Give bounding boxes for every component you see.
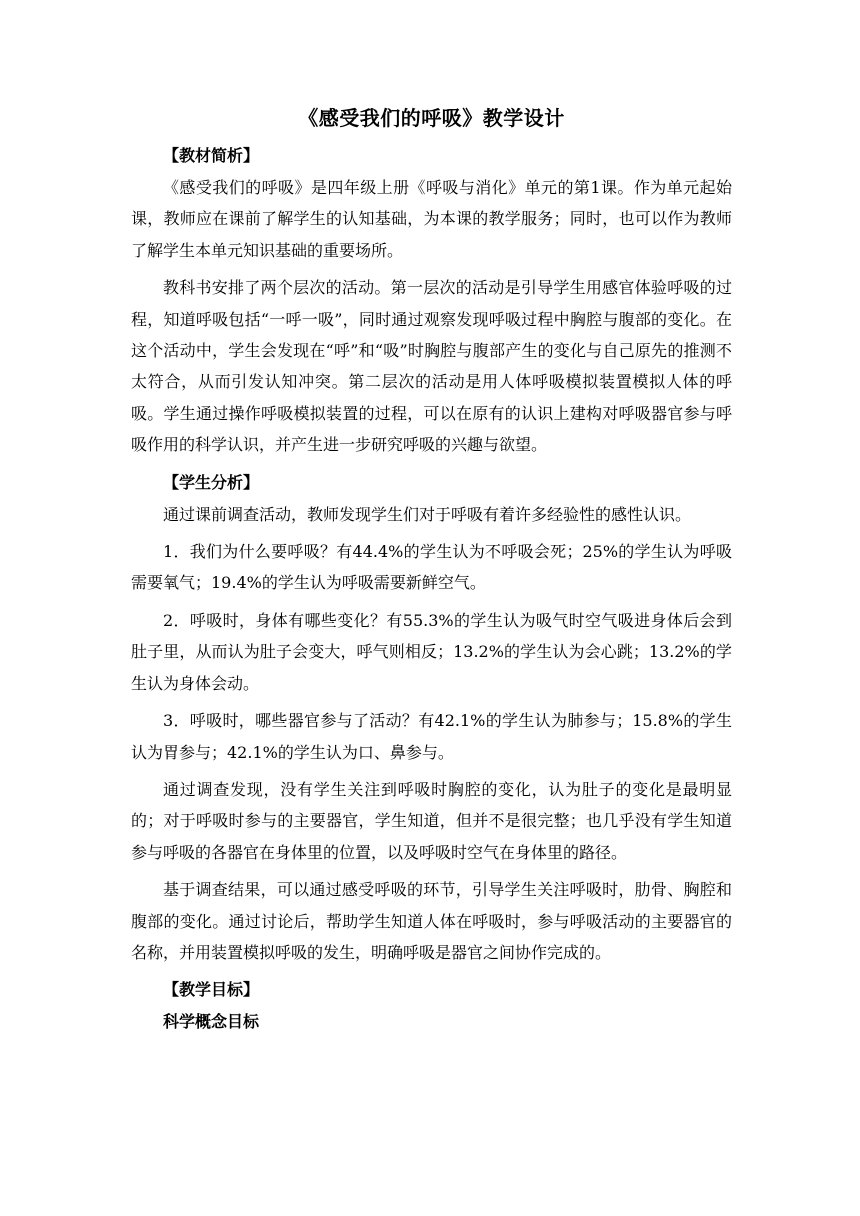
paragraph: 《感受我们的呼吸》是四年级上册《呼吸与消化》单元的第1课。作为单元起始课，教师应在课前了解学生的认知基础，为本课的教学服务；同时，也可以作为教师了解学生本单元知识基础的重要场所。	[131, 178, 732, 260]
subheading-science-concept-objectives: 科学概念目标	[163, 1012, 260, 1032]
paragraph: 教科书安排了两个层次的活动。第一层次的活动是引导学生用感官体验呼吸的过程，知道呼吸包括“一呼一吸”，同时通过观察发现呼吸过程中胸腔与腹部的变化。在这个活动中，学生会发现在“呼”和“吸”时胸腔与腹部产生的变化与自己原先的推测不太符合，从而引发认知冲突。第二层次的活动是用人体呼吸模拟装置模拟人体的呼吸。学生通过操作呼吸模拟装置的过程，可以在原有的认识上建构对呼吸器官参与呼吸作用的科学认识，并产生进一步研究呼吸的兴趣与欲望。	[131, 278, 732, 455]
document-body	[131, 100, 732, 1038]
paragraph: 通过调查发现，没有学生关注到呼吸时胸腔的变化，认为肚子的变化是最明显的；对于呼吸时参与的主要器官，学生知道，但并不是很完整；也几乎没有学生知道参与呼吸的各器官在身体里的位置，以及呼吸时空气在身体里的路径。	[131, 779, 732, 862]
survey-item-2: 2．呼吸时，身体有哪些变化？有55.3%的学生认为吸气时空气吸进身体后会到肚子里，从而认为肚子会变大，呼气则相反；13.2%的学生认为会心跳；13.2%的学生认为身体会动。	[131, 610, 732, 693]
section-heading-textbook-analysis: 【教材简析】	[163, 146, 260, 165]
paragraph: 基于调查结果，可以通过感受呼吸的环节，引导学生关注呼吸时，肋骨、胸腔和腹部的变化。通过讨论后，帮助学生知道人体在呼吸时，参与呼吸活动的主要器官的名称，并用装置模拟呼吸的发生，明确呼吸是器官之间协作完成的。	[131, 880, 732, 962]
survey-item-3: 3．呼吸时，哪些器官参与了活动？有42.1%的学生认为肺参与；15.8%的学生认为胃参与；42.1%的学生认为口、鼻参与。	[131, 711, 732, 762]
survey-item-1: 1．我们为什么要呼吸？有44.4%的学生认为不呼吸会死；25%的学生认为呼吸需要氧气；19.4%的学生认为呼吸需要新鲜空气。	[131, 542, 732, 593]
section-heading-student-analysis: 【学生分析】	[163, 472, 260, 492]
document-title: 《感受我们的呼吸》教学设计	[298, 106, 565, 130]
section-heading-teaching-objectives: 【教学目标】	[163, 980, 260, 1000]
paragraph: 通过课前调查活动，教师发现学生们对于呼吸有着许多经验性的感性认识。	[163, 504, 692, 524]
